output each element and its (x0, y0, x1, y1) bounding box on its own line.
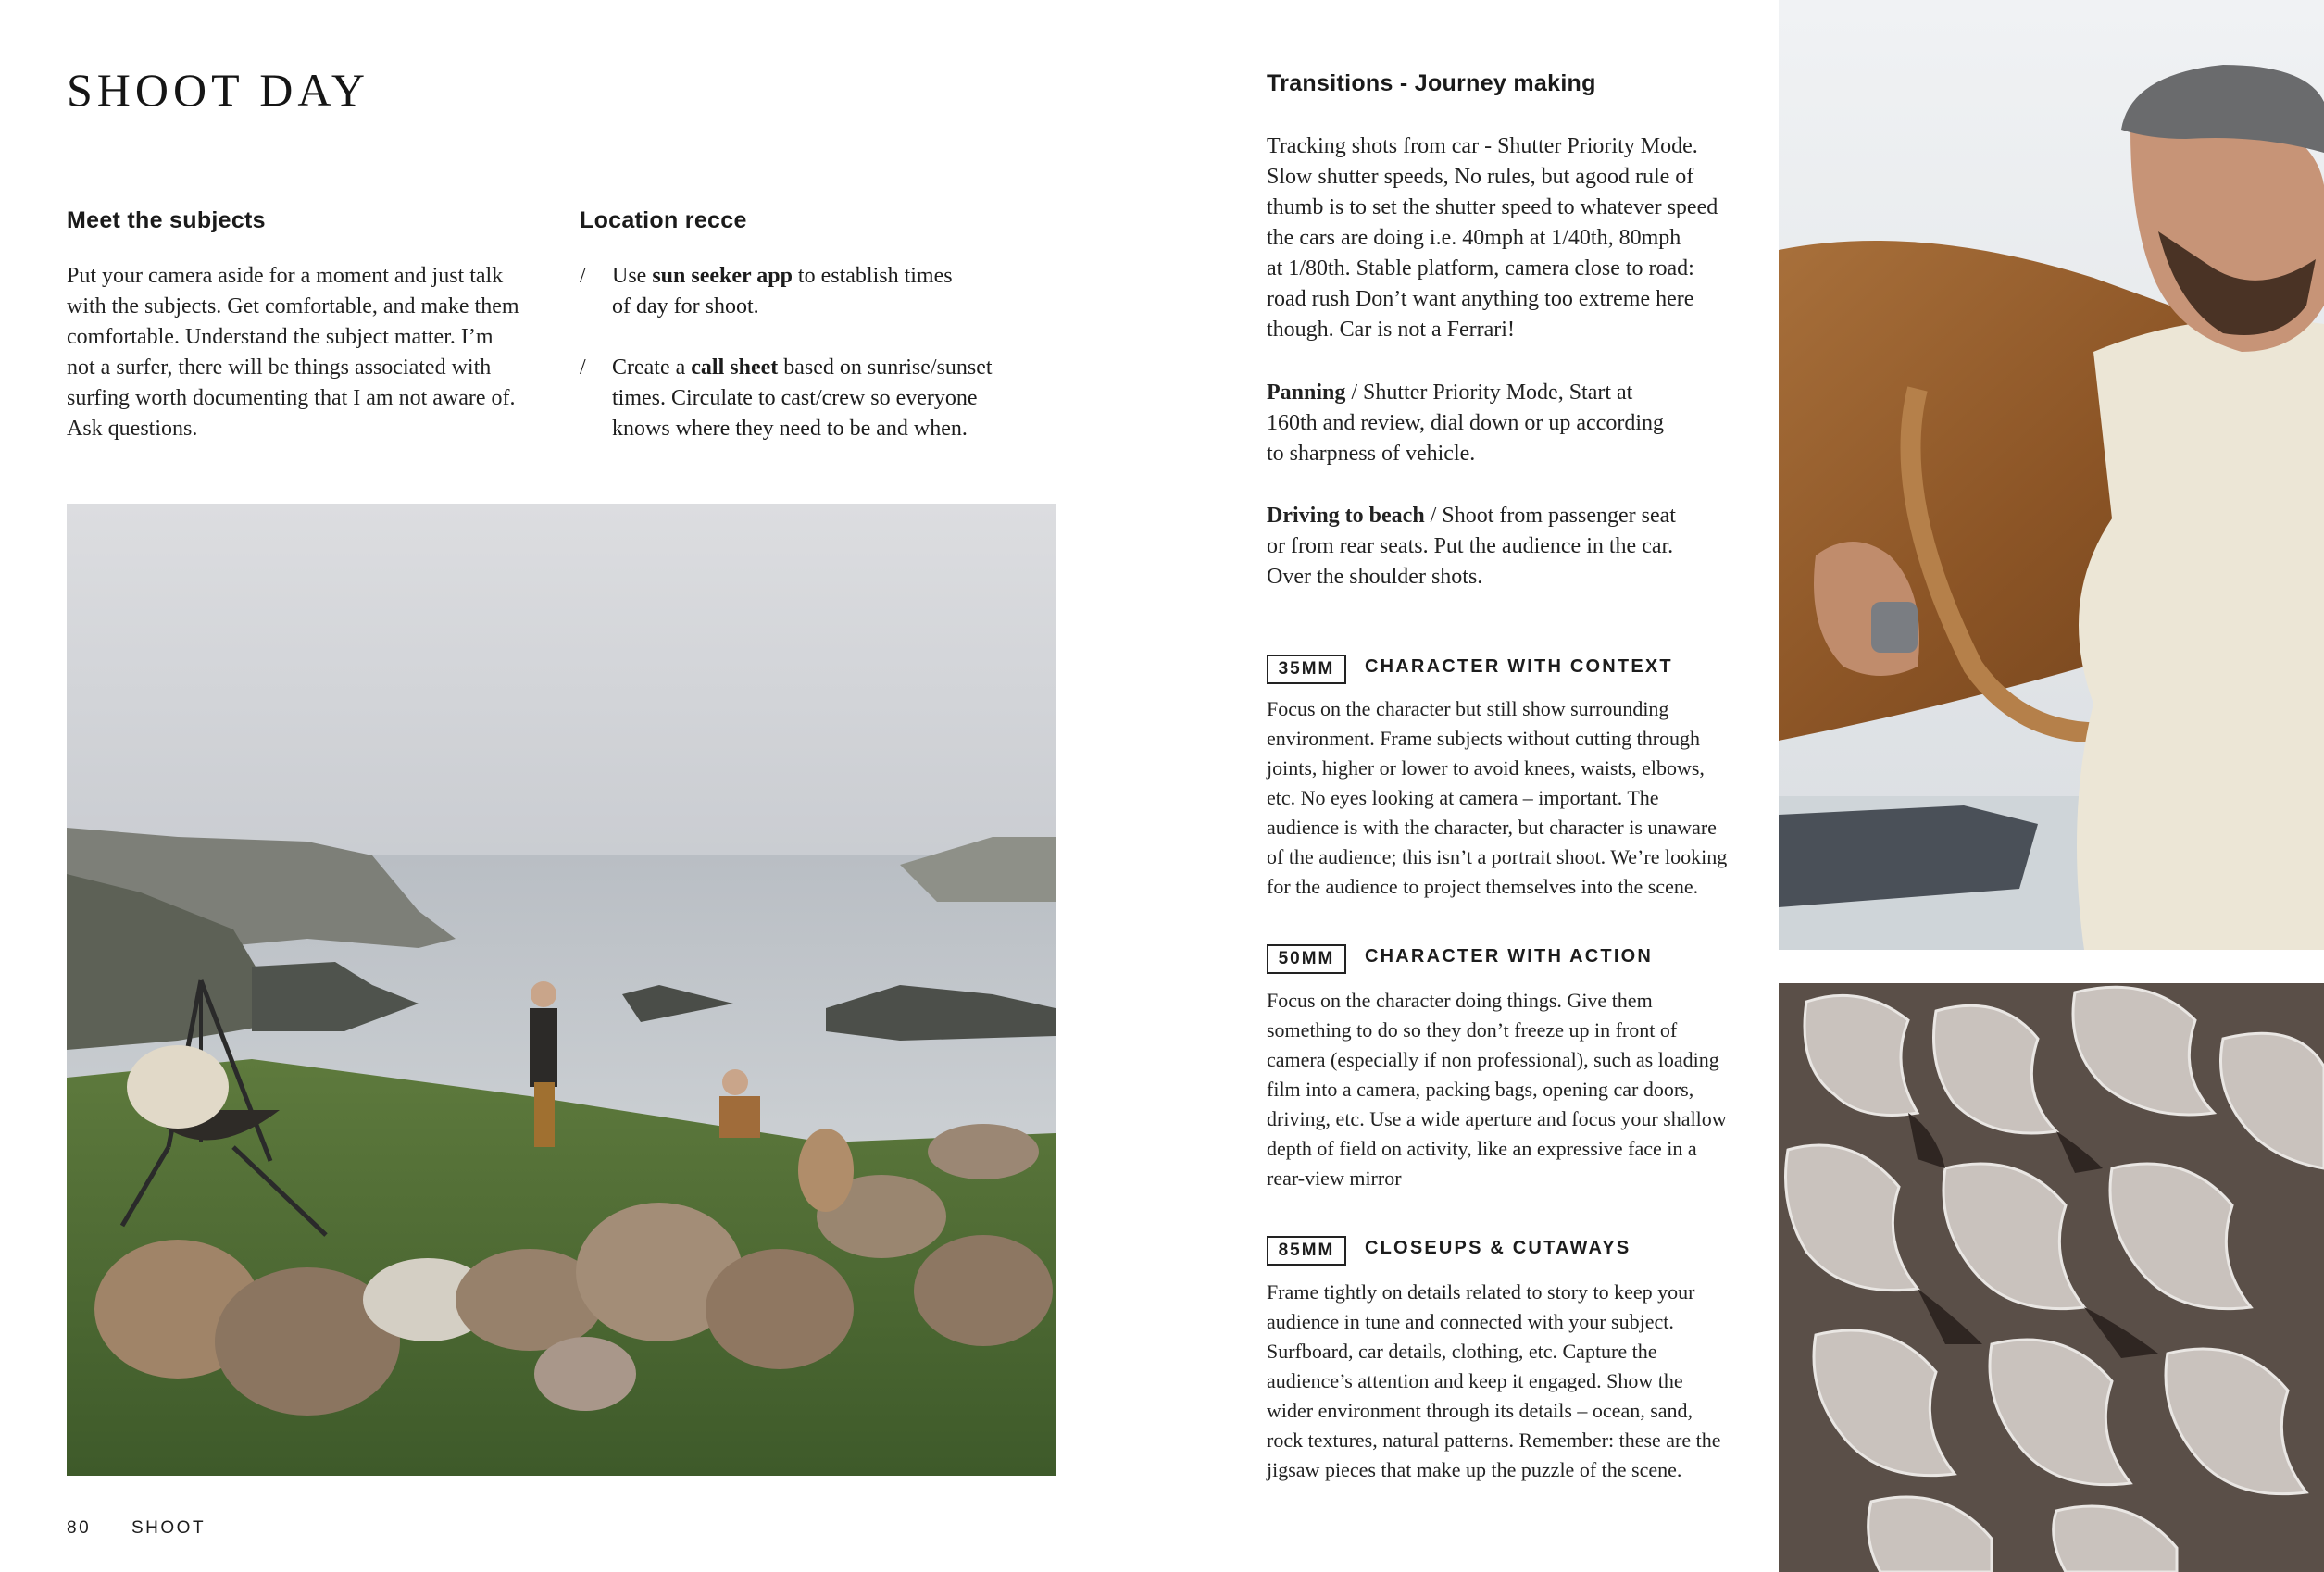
text-line: thumb is to set the shutter speed to whatever speed (1267, 195, 1718, 219)
text-line: jigsaw pieces that make up the puzzle of the scene. (1267, 1458, 1682, 1481)
text-line: audience is with the character, but character is unaware (1267, 816, 1717, 839)
text-line: not a surfer, there will be things associated with (67, 356, 492, 380)
page-title: SHOOT DAY (67, 64, 370, 116)
text-line: times. Circulate to cast/crew so everyone (612, 386, 978, 410)
text-line: Tracking shots from car - Shutter Priority Mode. (1267, 134, 1698, 158)
text-line: depth of field on activity, like an expressive face in a (1267, 1137, 1697, 1160)
driving-body (1267, 501, 1767, 593)
text-line: knows where they need to be and when. (612, 417, 968, 441)
text-line: Ask questions. (67, 417, 198, 441)
text-line: of day for shoot. (612, 294, 759, 318)
text-line: Focus on the character but still show surrounding (1267, 697, 1669, 720)
text-run: / Shoot from passenger seat (1424, 504, 1676, 528)
text-line (1267, 501, 1767, 531)
text-line: road rush Don’t want anything too extreme here (1267, 287, 1694, 311)
text-line: rear-view mirror (1267, 1167, 1402, 1190)
text-line: 160th and review, dial down or up according (1267, 411, 1664, 435)
meet-subjects-heading: Meet the subjects (67, 207, 266, 233)
panning-body (1267, 378, 1767, 469)
text-line: surfing worth documenting that I am not aware of. (67, 386, 516, 410)
page-number: 80 (67, 1518, 92, 1538)
text-line: rock textures, natural patterns. Remember: these are the (1267, 1429, 1721, 1452)
meet-subjects-body (67, 261, 567, 444)
lens-body-85mm (1267, 1278, 1748, 1485)
section-label: SHOOT (131, 1518, 206, 1538)
lens-title: CLOSEUPS & CUTAWAYS (1365, 1238, 1631, 1258)
text-line: audience in tune and connected with your subject. (1267, 1310, 1674, 1333)
text-line: for the audience to project themselves into the scene. (1267, 875, 1699, 898)
list-item (580, 261, 1043, 326)
text-line (1267, 378, 1767, 408)
coastal-campfire-photo-art (67, 504, 1056, 1476)
list-item-text (612, 353, 1019, 444)
text-line: the cars are doing i.e. 40mph at 1/40th, 80mph (1267, 226, 1681, 250)
text-line: camera (especially if non professional), such as loading (1267, 1048, 1719, 1071)
text-line: Focus on the character doing things. Give them (1267, 989, 1653, 1012)
frosted-leaves-photo (1779, 983, 2324, 1572)
text-line: something to do so they don’t freeze up in front of (1267, 1018, 1678, 1042)
lens-title: CHARACTER WITH CONTEXT (1365, 656, 1673, 677)
text-line: environment. Frame subjects without cutting through (1267, 727, 1701, 750)
lens-badge: 50MM (1267, 944, 1346, 974)
text-line: of the audience; this isn’t a portrait shoot. We’re looking (1267, 845, 1728, 868)
text-line: Frame tightly on details related to story to keep your (1267, 1280, 1695, 1304)
list-item (580, 353, 1043, 445)
slash-bullet: / (580, 356, 586, 380)
text-line: with the subjects. Get comfortable, and make them (67, 294, 519, 318)
lens-badge: 85MM (1267, 1236, 1346, 1266)
text-run: Create a (612, 356, 692, 380)
surfer-with-board-photo (1779, 0, 2324, 950)
text-line: comfortable. Understand the subject matter. I’m (67, 325, 494, 349)
text-line: or from rear seats. Put the audience in the car. (1267, 534, 1674, 558)
text-bold: Panning (1267, 381, 1346, 405)
text-line: joints, higher or lower to avoid knees, waists, elbows, (1267, 756, 1705, 780)
text-line: wider environment through its details – ocean, sand, (1267, 1399, 1693, 1422)
text-line: Surfboard, car details, clothing, etc. Capture the (1267, 1340, 1657, 1363)
lens-body-35mm (1267, 694, 1748, 902)
lens-title: CHARACTER WITH ACTION (1365, 946, 1653, 967)
text-run: based on sunrise/sunset (778, 356, 993, 380)
text-line: to sharpness of vehicle. (1267, 442, 1476, 466)
transitions-heading: Transitions - Journey making (1267, 70, 1596, 96)
location-recce-heading: Location recce (580, 207, 747, 233)
text-line: Slow shutter speeds, No rules, but agood rule of (1267, 165, 1694, 189)
text-line: audience’s attention and keep it engaged. Show the (1267, 1369, 1683, 1392)
text-bold: Driving to beach (1267, 504, 1425, 528)
text-bold: call sheet (691, 356, 779, 380)
tracking-shots-body (1267, 131, 1767, 345)
frosted-leaves-photo-art (1779, 983, 2324, 1572)
lens-badge: 35MM (1267, 655, 1346, 684)
lens-body-50mm (1267, 986, 1748, 1193)
list-item-text (612, 261, 1019, 322)
text-bold: sun seeker app (652, 264, 793, 288)
text-line: Put your camera aside for a moment and just talk (67, 264, 504, 288)
text-line: at 1/80th. Stable platform, camera close to road: (1267, 256, 1694, 281)
text-run: to establish times (792, 264, 953, 288)
text-line: though. Car is not a Ferrari! (1267, 318, 1515, 342)
text-line: Over the shoulder shots. (1267, 565, 1483, 589)
slash-bullet: / (580, 264, 586, 288)
text-line: etc. No eyes looking at camera – important. The (1267, 786, 1659, 809)
surfer-with-board-photo-art (1779, 0, 2324, 950)
text-line: driving, etc. Use a wide aperture and focus your shallow (1267, 1107, 1727, 1130)
text-run: Use (612, 264, 653, 288)
text-run: / Shutter Priority Mode, Start at (1345, 381, 1633, 405)
text-line: film into a camera, packing bags, opening car doors, (1267, 1078, 1694, 1101)
coastal-campfire-photo (67, 504, 1056, 1476)
